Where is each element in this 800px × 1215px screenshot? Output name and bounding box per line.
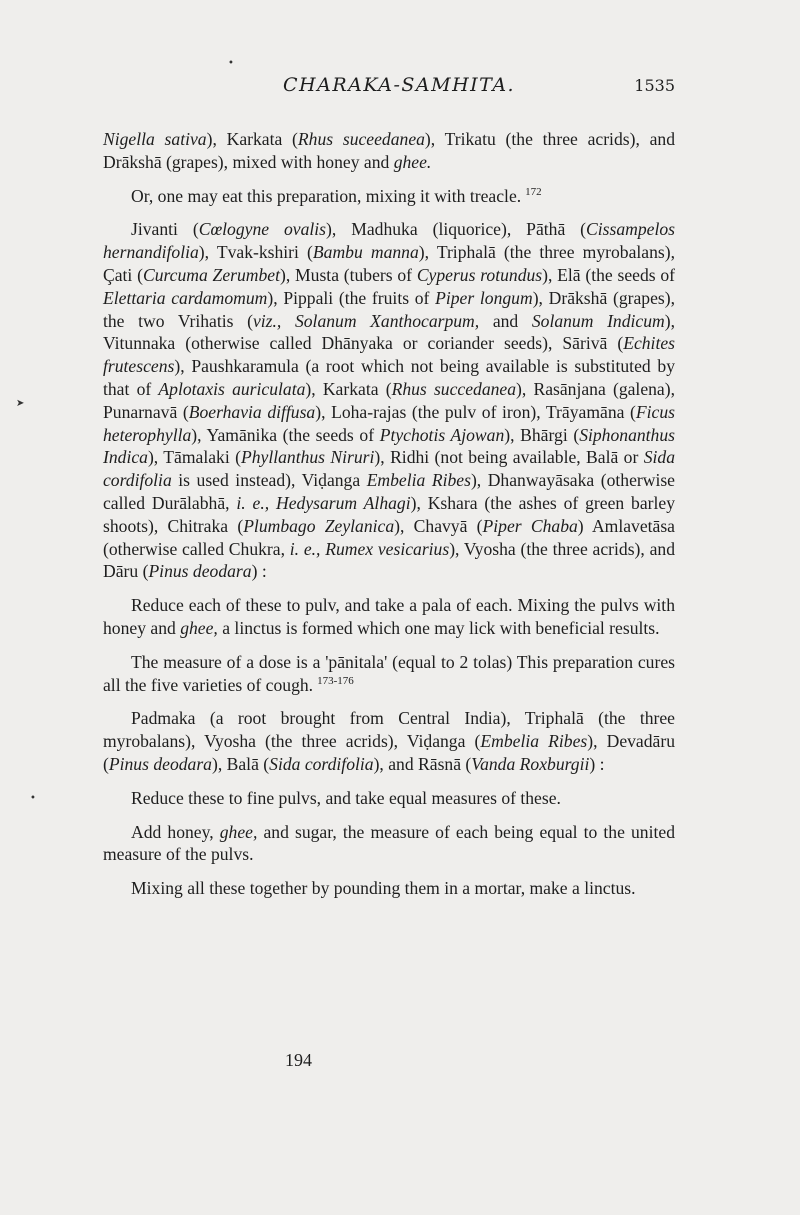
italic-term: Elettaria cardamomum [103,287,268,308]
text-run: Or, one may eat this preparation, mixing it with treacle. [131,185,522,206]
text-run: and sugar, the measure of each being equal to the united measure of the pulvs. [103,821,675,865]
text-run: Mixing all these together by pounding them in a mortar, make a linctus. [131,878,636,899]
italic-term: Sida cordifolia [269,753,374,774]
italic-term: Pinus deodara [148,561,252,582]
text-run: ), Chavyā ( [394,515,483,536]
text-run: The measure of a dose is a 'pānitala' (equal to 2 tolas) This preparation cures all the five varieties of cough. [103,651,675,695]
text-run: ), Tāmalaki ( [147,447,241,468]
italic-term: ghee, [180,617,218,638]
italic-term: Echites frutescens [103,333,675,377]
italic-term: Ficus heterophylla [103,401,675,445]
paragraph [103,707,675,775]
text-run: ) Amlavetāsa (otherwise called Chukra, [103,515,675,559]
text-run: Jivanti ( [131,219,199,240]
body-text [103,128,675,911]
text-run: ), Triphalā (the three myrobalans), Çati ( [103,242,675,285]
italic-term: ghee, [219,821,258,842]
italic-term: Solanum Indicum [531,310,665,331]
text-run: ), Paushkaramula (a root which not being available is substituted by that of [103,356,675,399]
text-run: ), Pippali (the fruits of [267,287,436,308]
paragraph [103,218,675,583]
paragraph [103,128,675,174]
italic-term: Phyllanthus Niruri [240,447,375,468]
text-run: ), Ridhi (not being available, Balā or [374,447,644,468]
italic-term: Pinus deodara [108,753,212,774]
italic-term: Siphonanthus Indica [103,424,675,468]
margin-dot-mark: • [30,793,36,804]
folio-number: 194 [285,1050,312,1070]
paragraph [103,185,675,208]
text-run: a linctus is formed which one may lick with beneficial results. [217,617,660,638]
italic-term: i. e., Rumex vesicarius [289,538,450,559]
margin-arrow-mark: ➤ [16,398,25,409]
paragraph [103,821,675,867]
italic-term: Bambu manna [312,242,419,263]
italic-term: Piper longum [435,287,533,308]
text-run: ), Drākshā (grapes), the two Vrihatis ( [103,287,675,331]
text-run: ), Tvak-kshiri ( [198,242,313,263]
text-run: ), Dhanwayāsaka (otherwise called Durālabhā, [103,470,675,513]
verse-reference: 173-176 [317,674,354,687]
text-run: ), Elā (the seeds of [542,264,676,285]
paragraph [103,594,675,640]
text-run: ), Musta (tubers of [280,264,417,285]
italic-term: i. e., Hedysarum Alhagi [236,492,411,513]
text-run: ), Trikatu (the three acrids), and Drākshā (grapes), mixed with honey and [103,129,675,172]
italic-term: Cissampelos hernandifolia [103,219,675,263]
italic-term: viz., Solanum Xanthocarpum, [252,310,480,331]
text-run: is used instead), Viḍanga [171,470,367,491]
paragraph [103,787,675,810]
italic-term: Piper Chaba [482,515,578,536]
text-run: ), Devadāru ( [103,731,675,774]
italic-term: Embelia Ribes [366,470,471,491]
italic-term: Curcuma Zerumbet [142,264,280,285]
running-title: CHARAKA-SAMHITA. [283,74,516,96]
text-run: ) : [589,753,605,774]
italic-term: Rhus succedanea [391,378,517,399]
italic-term: Ptychotis Ajowan [379,424,505,445]
italic-term: Nigella sativa [103,129,207,149]
text-run: Padmaka (a root brought from Central India), Triphalā (the three myrobalans), Vyosha (the three acrids), Viḍanga ( [103,708,675,752]
speck-mark: • [228,58,234,69]
text-run: ), Madhuka (liquorice), Pāthā ( [326,219,587,240]
text-run: ), Karkata ( [305,378,392,399]
text-run: ), Balā ( [211,753,270,774]
text-run: ), and Rāsnā ( [373,753,472,774]
text-run: and [479,310,532,331]
text-run: ), Vyosha (the three acrids), and Dāru ( [103,538,675,582]
italic-term: Aplotaxis auriculata [158,378,306,399]
page-header [103,74,675,104]
text-run: ) : [251,561,267,582]
italic-term: Plumbago Zeylanica [243,515,395,536]
paragraph [103,651,675,697]
italic-term: Boerhavia diffusa [188,401,316,422]
text-run: ), Vitunnaka (otherwise called Dhānyaka or coriander seeds), Sārivā ( [103,310,675,354]
page-number: 1535 [634,76,675,95]
italic-term: Cœlogyne ovalis [198,219,327,240]
text-run: ), Bhārgi ( [504,424,580,445]
text-run: ), Loha-rajas (the pulv of iron), Trāyamāna ( [315,401,636,422]
italic-term: Sida cordifolia [103,447,676,491]
verse-reference: 172 [525,185,542,198]
text-run: Reduce these to fine pulvs, and take equal measures of these. [131,787,561,808]
text-run: Reduce each of these to pulv, and take a pala of each. Mixing the pulvs with honey and [103,595,675,638]
paragraph [103,877,675,900]
text-run: ), Karkata ( [206,129,298,149]
italic-term: Rhus suceedanea [297,129,425,149]
text-run: ), Yamānika (the seeds of [191,424,380,445]
text-run: ), Rasānjana (galena), Punarnavā ( [103,378,675,422]
italic-term: Cyperus rotundus [416,264,543,285]
italic-term: ghee. [393,151,432,172]
italic-term: Vanda Roxburgii [471,753,590,774]
text-run: ), Kshara (the ashes of green barley shoots), Chitraka ( [103,492,675,536]
italic-term: Embelia Ribes [480,731,588,752]
text-run: Add honey, [131,821,220,842]
